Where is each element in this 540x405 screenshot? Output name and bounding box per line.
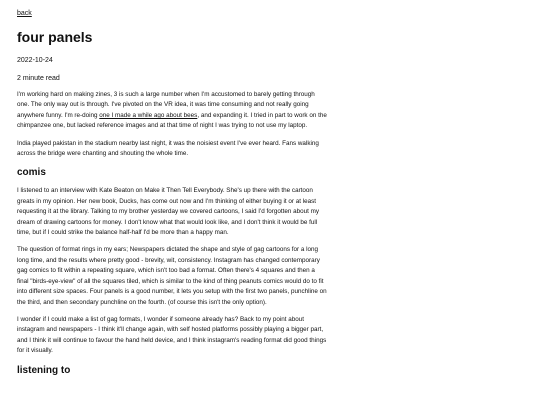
paragraph-zines-text-end: , and expanding it. I tried in part to work on the chimpanzee one, but lacked reference images and at that time of night I was trying to not use my laptop. — [17, 111, 327, 130]
heading-comis: comis — [17, 167, 46, 179]
paragraph-cricket: India played pakistan in the stadium nearby last night, it was the noisiest event I've ever heard. Fans walking across the bridge were chanting and shouting the whole time. — [17, 139, 319, 158]
post-content — [17, 90, 327, 384]
paragraph-zines — [17, 90, 327, 132]
post-date: 2022-10-24 — [17, 57, 53, 64]
heading-listening-to: listening to — [17, 364, 71, 376]
paragraph-kate-beaton: I listened to an interview with Kate Beaton on Make it Then Tell Everybody. She's up there with the cartoon greats in my opinion. Her new book, Ducks, has come out now and I'm thinking of either buying it or at least requesting it at the library. Talking to my brother yesterday we covered cartoons, I said I'd forgotten about my dream of drawing cartoons for money. I don't know what that would look like, and I don't think it would be full time, but if I could strike the balance half-half I'd be more than a happy man. — [17, 187, 319, 237]
paragraph-zines-text-start: I'm working hard on making zines, 3 is such a large number when I'm accustomed to barely getting through one. The only way out is through. I've pivoted on the VR idea, it was time consuming and not really going anywhere funny. I'm re-doing — [17, 91, 315, 119]
paragraph-format: The question of format rings in my ears; Newspapers dictated the shape and style of gag cartoons for a long long time, and the results where pretty good - brevity, wit, consistency. Instagram has changed contemporary gag comics to fit within a repeating square, which isn't too bad a format. Often there's 4 squares and then a final "birds-eye-view" of all the squares tiled, which is similar to the kind of thing peanuts comics would do to fit into different size spaces. Four panels is a good number, it lets you setup with the first two panels, punchline on the third, and then secondary punchline on the fourth. (of course this isn't the only option). — [17, 246, 327, 306]
post-title: four panels — [17, 29, 93, 45]
back-link[interactable]: back — [17, 10, 32, 17]
bees-zine-link[interactable]: one I made a while ago about bees — [99, 111, 198, 119]
paragraph-gag-formats: I wonder if I could make a list of gag formats, I wonder if someone already has? Back to my point about instagram and newspapers - I think it'll change again, with self hosted platforms possibly playing a bigger part, and I think it will continue to favour the hand held device, and I think instagram's reading format did good things for it visually. — [17, 315, 327, 355]
read-time: 2 minute read — [17, 75, 60, 82]
